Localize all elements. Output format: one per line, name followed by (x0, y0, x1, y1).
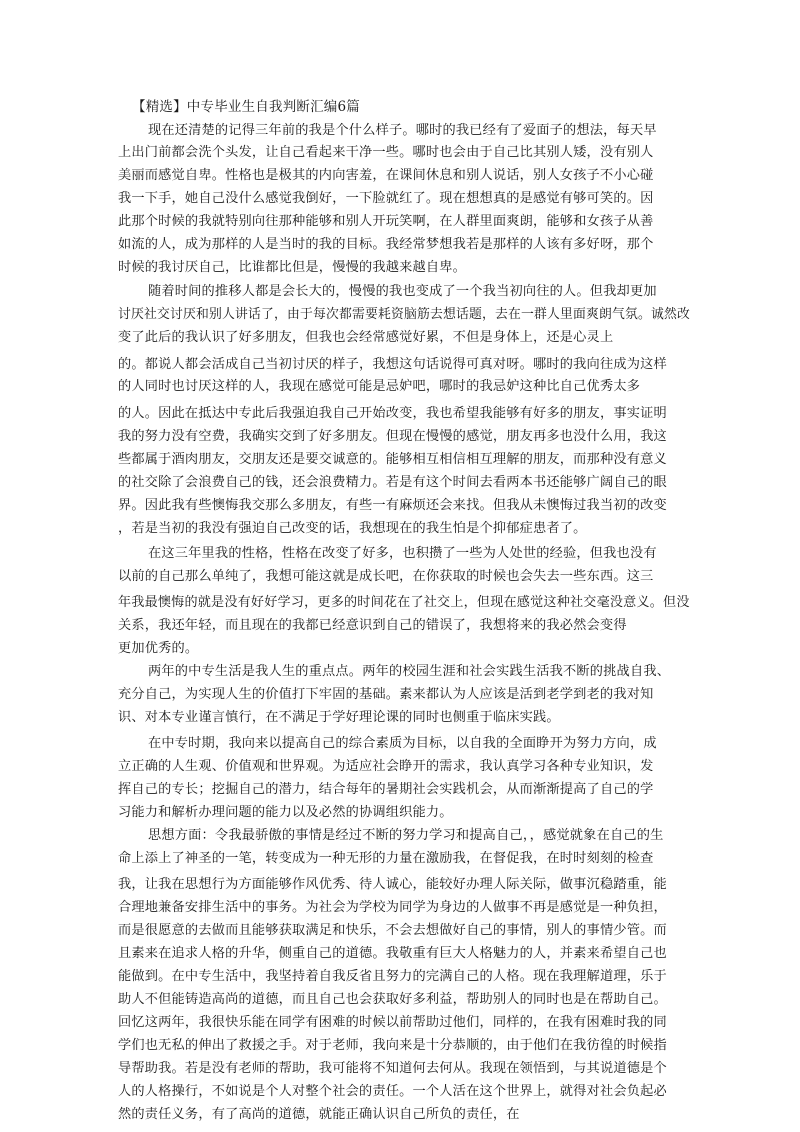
text-line: 我，让我在思想行为方面能够作风优秀、待人诚心，能较好办理人际关际，做事沉稳踏重，能 (118, 877, 667, 892)
text-line: 年我最懊悔的就是没有好好学习，更多的时间花在了社交上，但现在感觉这种社交毫没意义。但没 (118, 595, 690, 610)
text-line: 关系，我还年轻，而且现在的我都已经意识到自己的错误了，我想将来的我必然会变得 (118, 618, 627, 633)
text-line: 习能力和解析办理问题的能力以及必然的协调组织能力。 (118, 805, 453, 820)
text-line: ，若是当初的我没有强迫自己改变的话，我想现在的我生怕是个抑郁症患者了。 (118, 521, 587, 536)
text-line: 人的人格操行，不如说是个人对整个社会的责任。一个人活在这个世界上，就得对社会负起必 (118, 1084, 667, 1099)
text-line: 思想方面：令我最骄傲的事情是经过不断的努力学习和提高自己，，感觉就象在自己的生 (148, 828, 664, 843)
text-line: 立正确的人生观、价值观和世界观。为适应社会睁开的需求，我认真学习各种专业知识，发 (118, 759, 654, 774)
text-line: 时候的我讨厌自己，比谁都比但是，慢慢的我越来越自卑。 (118, 260, 467, 275)
text-line: 识、对本专业谨言慎行，在不满足于学好理论课的同时也侧重于临床实践。 (118, 710, 560, 725)
text-line: 然的责任义务，有了高尚的道德，就能正确认识自己所负的责任，在 (118, 1107, 520, 1122)
text-line: 的人同时也讨厌这样的人，我现在感觉可能是忌妒吧，哪时的我忌妒这种比自己优秀太多 (118, 379, 641, 394)
text-line: 变了此后的我认识了好多朋友，但我也会经常感觉好累，不但是身体上，还是心灵上 (118, 330, 614, 345)
text-line: 以前的自己那么单纯了，我想可能这就是成长吧，在你获取的时候也会失去一些东西。这三 (118, 569, 654, 584)
text-line: 两年的中专生活是我人生的重点点。两年的校园生涯和社会实践生活我不断的挑战自我、 (148, 664, 671, 679)
text-line: 回忆这两年，我很快乐能在同学有困难的时候以前帮助过他们，同样的，在我有困难时我的同 (118, 1015, 667, 1030)
text-line: 美丽而感觉自卑。性格也是极其的内向害羞，在课间休息和别人说话，别人女孩子不小心碰 (118, 168, 654, 183)
text-line: 如流的人，成为那样的人是当时的我的目标。我经常梦想我若是那样的人该有多好呀，那个 (118, 237, 654, 252)
text-line: 的。都说人都会活成自己当初讨厌的样子，我想这句话说得可真对呀。哪时的我向往成为这样 (118, 357, 667, 372)
text-line: 挥自己的专长；挖掘自己的潜力，结合每年的暑期社会实践机会，从而渐渐提高了自己的学 (118, 782, 654, 797)
text-line: 的人。因此在抵达中专此后我强迫我自己开始改变，我也希望我能够有好多的朋友，事实证明 (118, 406, 667, 421)
text-line: 我一下手，她自己没什么感觉我倒好，一下脸就红了。现在想想真的是感觉有够可笑的。因 (118, 191, 654, 206)
text-line: 随着时间的推移人都是会长大的，慢慢的我也变成了一个我当初向往的人。但我却更加 (148, 284, 657, 299)
text-line: 在这三年里我的性格，性格在改变了好多，也积攒了一些为人处世的经验，但我也没有 (148, 546, 657, 561)
text-line: 讨厌社交讨厌和别人讲话了，由于每次都需要耗资脑筋去想话题，去在一群人里面爽朗气氛。诚然改 (118, 307, 690, 322)
text-line: 而是很愿意的去做而且能够获取满足和快乐，不会去想做好自己的事情，别人的事情少管。而 (118, 923, 667, 938)
text-line: 上出门前都会洗个头发，让自己看起来干净一些。哪时也会由于自己比其别人矮，没有别人 (118, 145, 654, 160)
text-line: 学们也无私的伸出了救援之手。对于老师，我向来是十分恭顺的，由于他们在我彷徨的时候指 (118, 1038, 667, 1053)
text-line: 现在还清楚的记得三年前的我是个什么样子。哪时的我已经有了爱面子的想法，每天早 (148, 123, 657, 138)
text-line: 的社交除了会浪费自己的钱，还会浪费精力。若是有这个时间去看两本书还能够广阔自己的眼 (118, 475, 667, 490)
text-line: 此那个时候的我就特别向往那种能够和别人开玩笑啊，在人群里面爽朗，能够和女孩子从善 (118, 214, 654, 229)
document-title: 【精选】中专毕业生自我判断汇编6篇 (132, 99, 360, 115)
text-line: 充分自己，为实现人生的价值打下牢固的基础。素来都认为人应该是活到老学到老的我对知 (118, 687, 654, 702)
text-line: 更加优秀的。 (118, 641, 199, 656)
text-line: 我的努力没有空费，我确实交到了好多朋友。但现在慢慢的感觉，朋友再多也没什么用，我这 (118, 429, 667, 444)
text-line: 导帮助我。若是没有老师的帮助，我可能将不知道何去何从。我现在领悟到，与其说道德是个 (118, 1061, 667, 1076)
text-line: 合理地兼备安排生活中的事务。为社会为学校为同学为身边的人做事不再是感觉是一种负担， (118, 900, 667, 915)
text-line: 且素来在追求人格的升华，侧重自己的道德。我敬重有巨大人格魅力的人，并素来希望自己也 (118, 946, 667, 961)
text-line: 界。因此我有些懊悔我交那么多朋友，有些一有麻烦还会来找。但我从未懊悔过我当初的改变 (118, 498, 667, 513)
text-line: 命上添上了神圣的一笔，转变成为一种无形的力量在激励我，在督促我，在时时刻刻的检查 (118, 851, 654, 866)
text-line: 能做到。在中专生活中，我坚持着自我反省且努力的完满自己的人格。现在我理解道理，乐于 (118, 969, 667, 984)
text-line: 助人不但能铸造高尚的道德，而且自己也会获取好多利益，帮助别人的同时也是在帮助自己。 (118, 992, 667, 1007)
text-line: 在中专时期，我向来以提高自己的综合素质为目标，以自我的全面睁开为努力方向，成 (148, 736, 657, 751)
text-line: 些都属于酒肉朋友，交朋友还是要交诚意的。能够相互相信相互理解的朋友，而那种没有意义 (118, 452, 667, 467)
